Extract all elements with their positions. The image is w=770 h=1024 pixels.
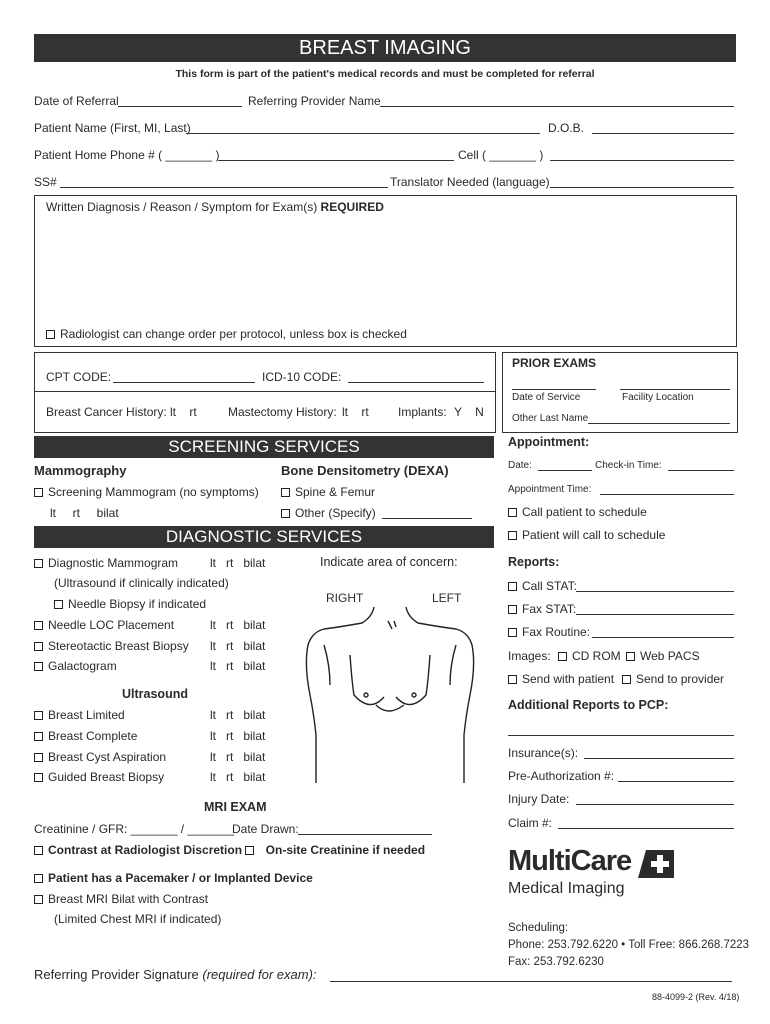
checkin-field[interactable] (668, 470, 734, 471)
checkbox-icon[interactable] (34, 559, 43, 568)
web-pacs-row[interactable]: Web PACS (626, 649, 700, 663)
checkbox-icon[interactable] (281, 509, 290, 518)
referring-provider-field[interactable] (380, 106, 734, 107)
screening-mammo-row[interactable]: Screening Mammogram (no symptoms) (34, 485, 259, 499)
date-of-referral-label: Date of Referral (34, 94, 119, 108)
stereotactic-sides[interactable]: lt rt bilat (210, 639, 266, 653)
mammography-heading: Mammography (34, 463, 127, 478)
checkbox-icon[interactable] (54, 600, 63, 609)
cell-label: Cell ( _______ ) (458, 148, 544, 162)
signature-field[interactable] (330, 981, 732, 982)
checkbox-icon[interactable] (622, 675, 631, 684)
checkbox-icon[interactable] (34, 711, 43, 720)
history-options[interactable]: lt rt (170, 405, 197, 419)
checkbox-icon[interactable] (508, 675, 517, 684)
title-bar (34, 34, 736, 62)
checkin-label: Check-in Time: (595, 460, 662, 471)
claim-field[interactable] (558, 828, 734, 829)
prior-exams-title: PRIOR EXAMS (512, 356, 597, 370)
diagnostic-bar: DIAGNOSTIC SERVICES (34, 526, 494, 548)
claim-label: Claim #: (508, 816, 553, 830)
diagnosis-label: Written Diagnosis / Reason / Symptom for Exam(s) REQUIRED (46, 200, 384, 214)
torso-diagram[interactable] (300, 605, 480, 785)
reports-title: Reports: (508, 555, 560, 569)
preauth-field[interactable] (618, 781, 734, 782)
scheduling-label: Scheduling: (508, 922, 569, 934)
icd-label: ICD-10 CODE: (262, 370, 342, 384)
fax-stat-field[interactable] (576, 614, 734, 615)
ultrasound-note: (Ultrasound if clinically indicated) (54, 576, 229, 590)
multicare-logo-text: MultiCare (508, 845, 632, 877)
translator-field[interactable] (550, 187, 734, 188)
patient-name-field[interactable] (186, 133, 540, 134)
breast-complete-sides[interactable]: lt rt bilat (210, 729, 266, 743)
stereotactic-row[interactable]: Stereotactic Breast Biopsy (34, 639, 189, 653)
breast-limited-row[interactable]: Breast Limited (34, 708, 125, 722)
cyst-aspiration-sides[interactable]: lt rt bilat (210, 750, 266, 764)
fax-routine-row[interactable]: Fax Routine: (508, 625, 590, 639)
checkbox-icon[interactable] (508, 531, 517, 540)
implants-options[interactable]: Y N (454, 405, 484, 419)
call-patient-row[interactable]: Call patient to schedule (508, 505, 647, 519)
send-provider-row[interactable]: Send to provider (622, 672, 724, 686)
facility-field[interactable] (620, 389, 730, 390)
diag-mammogram-sides[interactable]: lt rt bilat (210, 556, 266, 570)
history-label: Breast Cancer History: (46, 405, 167, 419)
dexa-heading: Bone Densitometry (DEXA) (281, 463, 449, 478)
pacemaker-row[interactable]: Patient has a Pacemaker / or Implanted Device (34, 871, 313, 885)
checkbox-icon[interactable] (34, 753, 43, 762)
injury-date-label: Injury Date: (508, 792, 570, 806)
date-of-referral-field[interactable] (118, 106, 242, 107)
images-label: Images: (508, 649, 551, 663)
needle-biopsy-row[interactable]: Needle Biopsy if indicated (54, 597, 206, 611)
home-phone-field[interactable] (218, 160, 454, 161)
right-label: RIGHT (326, 591, 364, 605)
facility-label: Facility Location (622, 392, 694, 403)
onsite-creatinine-row[interactable]: On-site Creatinine if needed (245, 843, 425, 857)
checkbox-icon[interactable] (245, 846, 254, 855)
checkbox-icon[interactable] (34, 621, 43, 630)
radiologist-checkbox-row[interactable]: Radiologist can change order per protocol, unless box is checked (46, 327, 407, 341)
insurance-field[interactable] (584, 758, 734, 759)
cell-field[interactable] (550, 160, 734, 161)
checkbox-icon[interactable] (34, 662, 43, 671)
galactogram-row[interactable]: Galactogram (34, 659, 117, 673)
checkbox-icon[interactable] (34, 642, 43, 651)
screening-bar: SCREENING SERVICES (34, 436, 494, 458)
contrast-row[interactable]: Contrast at Radiologist Discretion (34, 843, 242, 857)
spine-femur-row[interactable]: Spine & Femur (281, 485, 375, 499)
page-subtitle: This form is part of the patient's medical records and must be completed for referral (175, 68, 595, 80)
dob-field[interactable] (592, 133, 734, 134)
call-stat-row[interactable]: Call STAT: (508, 579, 577, 593)
checkbox-icon[interactable] (508, 605, 517, 614)
cd-rom-row[interactable]: CD ROM (558, 649, 621, 663)
appt-date-field[interactable] (538, 470, 592, 471)
checkbox-icon[interactable] (34, 895, 43, 904)
referring-provider-label: Referring Provider Name (248, 94, 381, 108)
date-drawn-label: Date Drawn: (232, 822, 299, 836)
checkbox-icon[interactable] (34, 846, 43, 855)
checkbox-icon[interactable] (626, 652, 635, 661)
mastectomy-label: Mastectomy History: (228, 405, 337, 419)
needle-loc-sides[interactable]: lt rt bilat (210, 618, 266, 632)
ss-field[interactable] (60, 187, 388, 188)
checkbox-icon[interactable] (281, 488, 290, 497)
translator-label: Translator Needed (language) (390, 175, 550, 189)
diagnosis-box[interactable] (34, 195, 737, 347)
cpt-field[interactable] (113, 382, 255, 383)
left-label: LEFT (432, 591, 462, 605)
fax-routine-field[interactable] (592, 637, 734, 638)
creatinine-row[interactable]: Creatinine / GFR: _______ / _______ (34, 822, 235, 836)
fax-text: Fax: 253.792.6230 (508, 956, 604, 968)
codes-box (34, 352, 496, 433)
injury-date-field[interactable] (576, 804, 734, 805)
appt-time-field[interactable] (600, 494, 734, 495)
date-of-service-field[interactable] (512, 389, 596, 390)
galactogram-sides[interactable]: lt rt bilat (210, 659, 266, 673)
patient-name-label: Patient Name (First, MI, Last) (34, 121, 191, 135)
patient-will-call-row[interactable]: Patient will call to schedule (508, 528, 665, 542)
mastectomy-options[interactable]: lt rt (342, 405, 369, 419)
multicare-cross-icon (638, 850, 674, 878)
cpt-label: CPT CODE: (46, 370, 112, 384)
dob-label: D.O.B. (548, 121, 585, 135)
checkbox-icon[interactable] (558, 652, 567, 661)
codes-divider (34, 391, 496, 392)
appt-date-label: Date: (508, 460, 532, 471)
date-drawn-field[interactable] (298, 834, 432, 835)
send-patient-row[interactable]: Send with patient (508, 672, 614, 686)
limited-chest-note: (Limited Chest MRI if indicated) (54, 912, 222, 926)
checkbox-icon[interactable] (34, 773, 43, 782)
other-specify-row[interactable]: Other (Specify) (281, 506, 376, 520)
mri-bilat-row[interactable]: Breast MRI Bilat with Contrast (34, 892, 208, 906)
ultrasound-heading: Ultrasound (122, 687, 188, 701)
appointment-title: Appointment: (508, 435, 590, 449)
guided-biopsy-row[interactable]: Guided Breast Biopsy (34, 770, 164, 784)
other-last-name-field[interactable] (588, 423, 730, 424)
guided-biopsy-sides[interactable]: lt rt bilat (210, 770, 266, 784)
checkbox-icon[interactable] (34, 732, 43, 741)
checkbox-icon[interactable] (508, 508, 517, 517)
breast-complete-row[interactable]: Breast Complete (34, 729, 137, 743)
additional-reports-title: Additional Reports to PCP: (508, 698, 669, 712)
call-stat-field[interactable] (576, 591, 734, 592)
checkbox-icon[interactable] (34, 874, 43, 883)
fax-stat-row[interactable]: Fax STAT: (508, 602, 576, 616)
additional-reports-field[interactable] (508, 735, 734, 736)
checkbox-icon[interactable] (46, 330, 55, 339)
home-phone-label: Patient Home Phone # ( _______ ) (34, 148, 220, 162)
appt-time-label: Appointment Time: (508, 484, 592, 495)
mri-heading: MRI EXAM (204, 800, 267, 814)
icd-field[interactable] (348, 382, 484, 383)
other-last-name-label: Other Last Name (512, 413, 589, 424)
mammo-sides[interactable]: lt rt bilat (50, 506, 119, 520)
phone-text: Phone: 253.792.6220 • Toll Free: 866.268.7223 (508, 939, 750, 951)
insurance-label: Insurance(s): (508, 746, 579, 760)
diag-mammogram-row[interactable]: Diagnostic Mammogram (34, 556, 178, 570)
preauth-label: Pre-Authorization #: (508, 769, 615, 783)
page-title: BREAST IMAGING (299, 37, 471, 59)
date-of-service-label: Date of Service (512, 392, 581, 403)
cyst-aspiration-row[interactable]: Breast Cyst Aspiration (34, 750, 166, 764)
signature-label: Referring Provider Signature (required for exam): (34, 967, 317, 982)
medical-imaging-text: Medical Imaging (508, 880, 625, 897)
form-number: 88-4099-2 (Rev. 4/18) (652, 992, 740, 1002)
checkbox-icon[interactable] (34, 488, 43, 497)
needle-loc-row[interactable]: Needle LOC Placement (34, 618, 174, 632)
other-specify-field[interactable] (382, 518, 472, 519)
ss-label: SS# (34, 175, 57, 189)
implants-label: Implants: (398, 405, 447, 419)
area-of-concern-title: Indicate area of concern: (320, 555, 458, 569)
checkbox-icon[interactable] (508, 582, 517, 591)
breast-limited-sides[interactable]: lt rt bilat (210, 708, 266, 722)
checkbox-icon[interactable] (508, 628, 517, 637)
